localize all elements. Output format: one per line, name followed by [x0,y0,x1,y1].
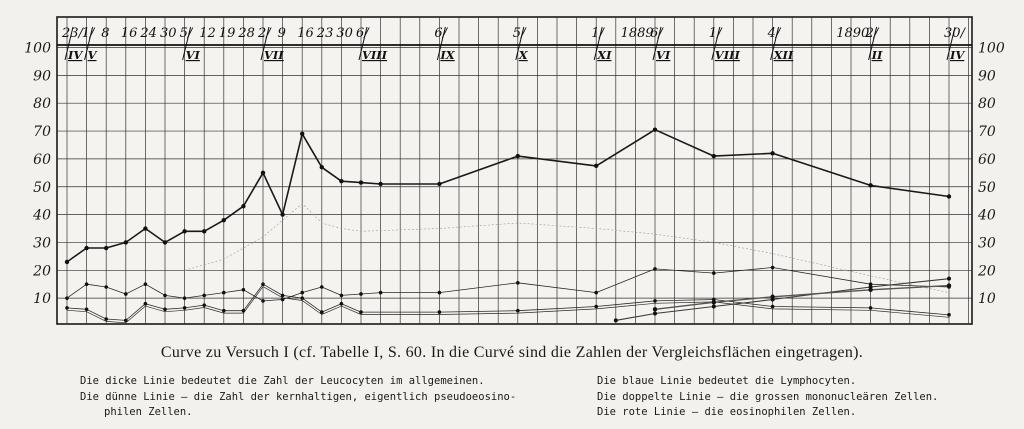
data-point-thin [653,267,657,271]
data-point-blue [712,305,716,309]
y-tick-label-right: 50 [978,179,996,196]
data-point-thick [359,180,363,184]
date-day-label: 30 [160,26,177,41]
data-point-double [281,294,285,298]
data-point-thick [84,246,88,250]
date-day-label: 30/ [944,26,965,41]
date-day-label: 9 [277,26,286,41]
data-point-thin [261,299,265,303]
date-day-label: 1890 [836,26,870,41]
date-day-label: 6/ [434,26,448,41]
data-point-thin [771,266,775,270]
y-tick-label-left: 100 [24,40,51,57]
data-point-thick [868,183,872,187]
legend-blue-line: Die blaue Linie bedeutet die Lymphocyten. [597,375,857,387]
data-point-blue [653,311,657,315]
date-day-label: 23/ [62,26,83,41]
y-tick-label-left: 70 [33,124,51,141]
date-month-label: XI [597,48,612,62]
date-month-label: IX [440,48,455,62]
date-day-label: 16 [297,26,314,41]
legend-thick-line: Die dicke Linie bedeutet die Zahl der Leucocyten im allgemeinen. [80,375,485,387]
data-point-thick [378,182,382,186]
data-point-double [359,310,363,314]
date-day-label: 5/ [179,26,193,41]
data-point-thin [222,291,226,295]
data-point-thick [594,164,598,168]
data-point-double [222,309,226,313]
date-day-label: 5/ [512,26,526,41]
legend-right [597,374,938,421]
y-tick-label-right: 10 [978,291,996,308]
data-point-double [653,299,657,303]
y-tick-label-right: 20 [978,263,996,280]
data-point-thick [300,132,304,136]
date-day-label: 19 [218,26,236,41]
data-point-thin [242,288,246,292]
data-point-double [202,303,206,307]
data-point-double [144,302,148,306]
data-point-blue [614,318,618,322]
data-point-thin [359,292,363,296]
data-point-double [163,307,167,311]
data-point-double [947,313,951,317]
data-point-thick [241,204,245,208]
data-point-thin [183,296,187,300]
data-point-thin [594,291,598,295]
date-day-label: 6/ [650,26,663,41]
data-point-thin [163,294,167,298]
data-point-thick [770,151,774,155]
data-point-double [516,309,520,313]
y-tick-label-right: 60 [978,151,996,168]
date-day-label: 16 [120,26,138,41]
data-point-double [104,317,108,321]
date-day-label: 8 [101,26,110,41]
data-point-red [712,300,716,304]
data-point-red [868,288,872,292]
data-point-thin [65,296,69,300]
date-month-label: II [871,48,883,62]
y-tick-label-left: 20 [33,263,51,280]
date-month-label: VI [656,48,671,62]
y-tick-label-left: 90 [33,68,51,85]
date-day-label: 4/ [767,26,781,41]
y-tick-label-right: 40 [978,207,996,224]
legend-thin-line-cont: philen Zellen. [104,406,193,418]
data-point-red [947,283,951,287]
date-month-label: VIII [714,48,740,62]
data-point-thin [516,281,520,285]
date-day-label: 1/ [591,26,604,41]
y-tick-label-left: 80 [33,96,51,113]
data-point-thick [163,240,167,244]
date-month-label: IV [68,48,83,62]
data-point-double [869,306,873,310]
y-tick-label-left: 50 [33,179,51,196]
data-point-thin [320,285,324,289]
data-point-red [653,307,657,311]
data-point-thick [516,154,520,158]
data-point-thin [300,291,304,295]
data-point-thick [124,240,128,244]
data-point-thick [339,179,343,183]
date-month-label: VI [185,48,200,62]
data-point-double [438,310,442,314]
data-point-thin [202,294,206,298]
date-month-label: VII [264,48,284,62]
data-point-thick [653,127,657,131]
data-point-double [183,306,187,310]
data-point-thick [947,194,951,198]
y-tick-label-right: 100 [978,40,1005,57]
data-point-thick [202,229,206,233]
date-day-label: 1/ [708,26,722,41]
data-point-thick [182,229,186,233]
data-point-thin [144,282,148,286]
data-point-thin [85,282,89,286]
date-day-label: 2/ [865,26,879,41]
data-point-thick [320,165,324,169]
data-point-double [242,309,246,313]
legend-double-line: Die doppelte Linie — die grossen mononucleären Zellen. [597,390,939,403]
data-point-double [771,305,775,309]
data-point-double [261,282,265,286]
data-point-thin [379,291,383,295]
data-point-thick [437,182,441,186]
data-point-thin [124,292,128,296]
date-month-label: XII [773,48,794,62]
date-day-label: 6/ [356,26,369,41]
data-point-double [300,296,304,300]
legend-left [80,374,516,421]
data-point-thin [340,294,344,298]
data-point-double [65,306,69,310]
data-point-thick [104,246,108,250]
date-day-label: 24 [140,26,157,41]
date-month-label: IV [950,48,965,62]
data-point-red [770,295,774,299]
y-tick-label-left: 10 [33,291,51,308]
date-month-label: V [87,48,97,62]
y-tick-label-right: 80 [978,96,996,113]
y-axis-left [24,41,51,308]
date-day-label: 2/ [258,26,271,41]
data-point-double [85,307,89,311]
y-tick-label-left: 40 [33,207,51,224]
legend-red-line: Die rote Linie — die eosinophilen Zellen. [597,406,857,418]
y-tick-label-right: 90 [978,68,996,85]
data-point-thick [65,260,69,264]
date-day-label: 23 [316,26,334,41]
data-point-thick [712,154,716,158]
data-point-thin [104,285,108,289]
data-point-thin [438,291,442,295]
y-tick-label-right: 30 [978,235,996,252]
date-month-label: VIII [362,48,388,62]
date-month-label: X [518,48,528,62]
y-axis-right [977,41,1005,308]
y-tick-label-left: 30 [33,235,51,252]
date-day-label: 28 [238,26,255,41]
data-point-thick [222,218,226,222]
date-day-label: 1/ [81,26,95,41]
data-point-double [124,319,128,323]
date-day-label: 1889 [620,26,654,41]
data-point-thin [712,271,716,275]
date-day-label: 30 [336,26,353,41]
legend-thin-line: Die dünne Linie — die Zahl der kernhaltigen, eigentlich pseudoeosino- [80,390,517,403]
chart-caption: Curve zu Versuch I (cf. Tabelle I, S. 60. In die Curvé sind die Zahlen der Vergleichsflächen eingetragen). [160,344,864,361]
y-tick-label-right: 70 [978,124,996,141]
data-point-thick [143,226,147,230]
data-point-double [340,302,344,306]
data-point-thick [261,171,265,175]
y-tick-label-left: 60 [33,151,51,168]
data-point-thick [280,212,284,216]
data-point-double [594,305,598,309]
data-point-double [320,310,324,314]
data-point-blue [947,277,951,281]
date-day-label: 12 [199,26,216,41]
